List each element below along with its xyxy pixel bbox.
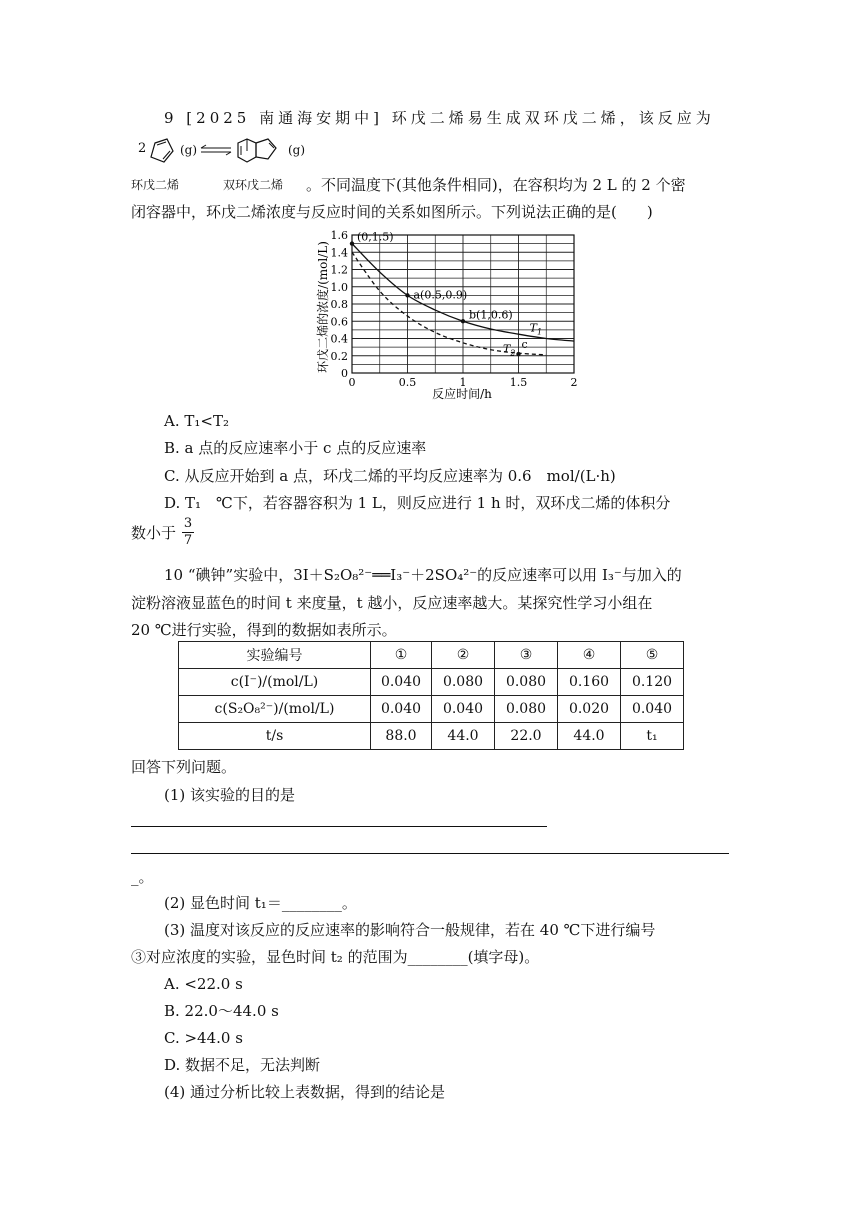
q9-line1: 9 [2025 南通海安期中] 环戊二烯易生成双环戊二烯，该反应为 [164, 109, 715, 127]
table-header-cell: 实验编号 [179, 642, 371, 669]
q10-sub1-end: _。 [131, 868, 154, 886]
reactant-label: 环戊二烯 [131, 178, 180, 192]
x-tick-label: 1 [459, 376, 467, 389]
y-tick-label: 0.6 [330, 315, 348, 329]
concentration-chart [310, 225, 590, 403]
product-state: (g) [288, 143, 306, 157]
fraction-numerator: 3 [183, 516, 193, 531]
table-cell: 0.080 [495, 669, 558, 696]
chart-grid [331, 229, 578, 389]
table-header-row [179, 642, 684, 669]
table-cell: 0.120 [621, 669, 684, 696]
table-cell: 0.160 [558, 669, 621, 696]
q10-sub2: (2) 显色时间 t₁＝________。 [164, 894, 357, 912]
y-tick-label: 1.6 [330, 229, 348, 242]
table-cell: 0.080 [495, 696, 558, 723]
series-label: $T_2$ [502, 342, 516, 358]
table-header-cell: ④ [558, 642, 621, 669]
table-cell: 22.0 [495, 723, 558, 750]
table-header-cell: ⑤ [621, 642, 684, 669]
table-cell: 0.040 [371, 696, 432, 723]
product-label: 双环戊二烯 [223, 178, 284, 192]
table-header-cell: ③ [495, 642, 558, 669]
data-point [350, 241, 354, 245]
point-label: (0,1.5) [357, 230, 394, 244]
y-tick-label: 0.2 [330, 349, 348, 363]
answer-blank-line [131, 826, 547, 827]
q9-option-d: D. T₁ ℃下，若容器容积为 1 L，则反应进行 1 h 时，双环戊二烯的体积分 [164, 494, 671, 512]
table-row [179, 696, 684, 723]
table-cell: c(S₂O₈²⁻)/(mol/L) [179, 696, 371, 723]
point-label: b(1,0.6) [469, 308, 513, 322]
q9-line3: 闭容器中，环戊二烯浓度与反应时间的关系如图所示。下列说法正确的是( ) [131, 203, 653, 221]
point-label: a(0.5,0.9) [413, 288, 468, 302]
y-axis-label: 环戊二烯的浓度/(mol/L) [316, 241, 330, 373]
y-tick-label: 0.8 [330, 298, 348, 311]
table-cell: 44.0 [432, 723, 495, 750]
series-label: $T_1$ [529, 321, 543, 337]
q10-sub3-option-b: B. 22.0～44.0 s [164, 1002, 279, 1020]
table-cell: 0.040 [371, 669, 432, 696]
y-tick-label: 0 [341, 367, 348, 380]
q9-option-a: A. T₁<T₂ [164, 412, 229, 430]
answer-blank-line [131, 853, 729, 854]
q10-line1-b: ＋S₂O₈²⁻══I₃⁻＋2SO₄²⁻的反应速率可以用 I₃⁻与加入的 [308, 566, 682, 584]
q10-line3: 20 ℃进行实验，得到的数据如表所示。 [131, 621, 397, 639]
q9-option-c: C. 从反应开始到 a 点，环戊二烯的平均反应速率为 0.6 mol/(L·h) [164, 467, 616, 485]
q10-line1 [164, 564, 682, 586]
x-axis-label: 反应时间/h [432, 387, 492, 401]
data-point [516, 352, 520, 356]
data-point [461, 319, 465, 323]
x-tick-label: 1.5 [509, 376, 528, 389]
table-cell: c(I⁻)/(mol/L) [179, 669, 371, 696]
reaction-structures [146, 135, 306, 169]
q10-line2: 淀粉溶液显蓝色的时间 t 来度量，t 越小，反应速率越大。某探究性学习小组在 [131, 594, 653, 612]
q10-line1-a: 10 “碘钟”实验中，3I [164, 566, 309, 584]
q10-sub3-option-d: D. 数据不足，无法判断 [164, 1056, 321, 1074]
table-cell: 0.040 [621, 696, 684, 723]
x-tick-label: 0.5 [398, 376, 417, 389]
table-cell: t/s [179, 723, 371, 750]
y-tick-label: 1.0 [330, 280, 348, 294]
y-tick-label: 1.2 [330, 263, 348, 277]
point-label: c [521, 338, 528, 352]
table-header-cell: ① [371, 642, 432, 669]
reaction-coefficient: 2 [138, 141, 147, 156]
table-cell: 88.0 [371, 723, 432, 750]
table-cell: 0.020 [558, 696, 621, 723]
data-table [178, 641, 684, 750]
q10-sub4: (4) 通过分析比较上表数据，得到的结论是 [164, 1083, 446, 1101]
q9-option-d-cont: 数小于 [131, 524, 177, 542]
x-tick-label: 0 [348, 376, 356, 389]
table-row [179, 669, 684, 696]
table-cell: 0.040 [432, 696, 495, 723]
y-tick-label: 0.4 [330, 332, 348, 346]
table-cell: 44.0 [558, 723, 621, 750]
q9-option-b: B. a 点的反应速率小于 c 点的反应速率 [164, 439, 427, 457]
table-row [179, 723, 684, 750]
q10-sub3-option-a: A. <22.0 s [164, 975, 243, 993]
q10-sub3-option-c: C. >44.0 s [164, 1029, 243, 1047]
y-tick-label: 1.4 [330, 246, 348, 260]
q10-sub1: (1) 该实验的目的是 [164, 786, 296, 804]
q10-sub3-line1: (3) 温度对该反应的反应速率的影响符合一般规律，若在 40 ℃下进行编号 [164, 921, 656, 939]
fraction-three-sevenths [182, 517, 194, 548]
answer-intro: 回答下列问题。 [131, 758, 237, 776]
x-tick-label: 2 [570, 376, 578, 389]
fraction-denominator: 7 [183, 533, 193, 548]
data-point [405, 293, 409, 297]
reactant-state: (g) [180, 143, 198, 157]
q10-sub3-line2: ③对应浓度的实验，显色时间 t₂ 的范围为________(填字母)。 [131, 948, 540, 966]
q9-line2: 。不同温度下(其他条件相同)，在容积均为 2 L 的 2 个密 [306, 176, 686, 194]
table-cell: 0.080 [432, 669, 495, 696]
table-header-cell: ② [432, 642, 495, 669]
table-cell: t₁ [621, 723, 684, 750]
